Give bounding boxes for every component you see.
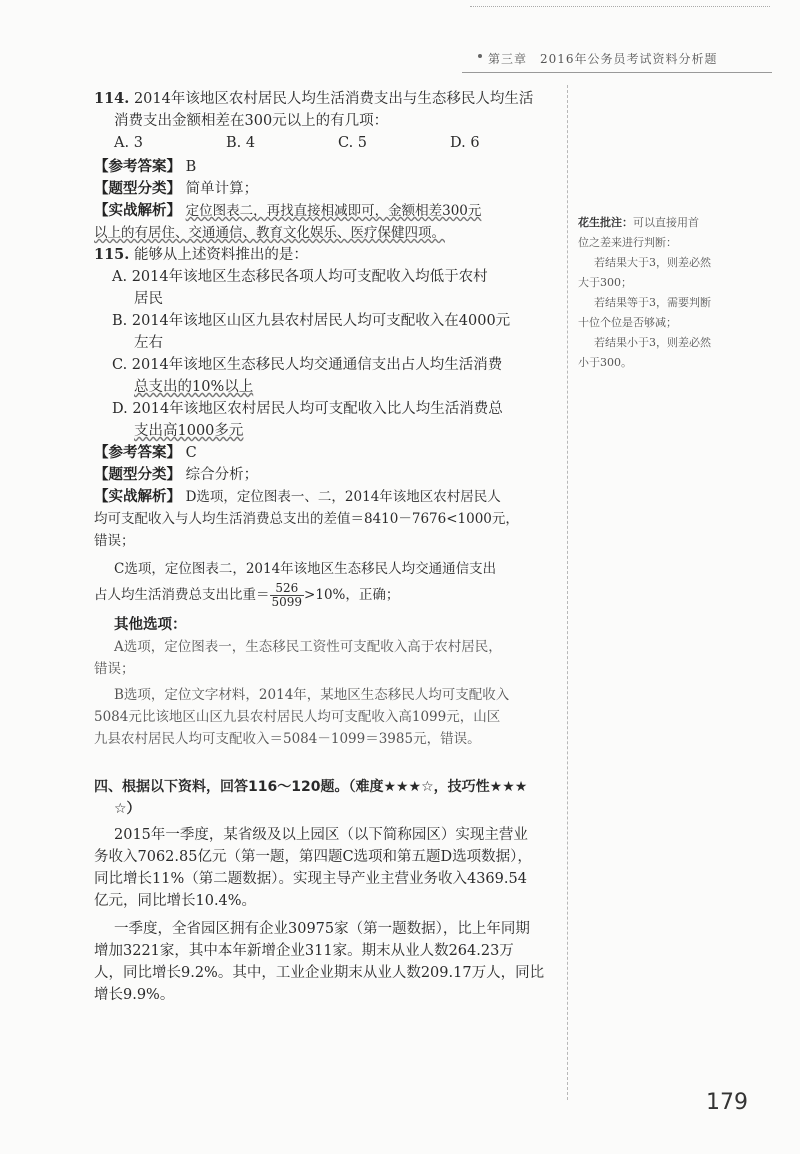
type-label: 【题型分类】	[94, 467, 181, 483]
option-a-line2: 居民	[134, 291, 163, 307]
analysis-text-line2: 以上的有居住、交通通信、教育文化娱乐、医疗保健四项。	[94, 225, 445, 241]
option-d: D. 6	[450, 135, 480, 151]
question-114-options	[94, 132, 564, 154]
option-c-line1: C. 2014年该地区生态移民人均交通通信支出占人均生活消费	[112, 357, 503, 373]
margin-divider	[567, 85, 568, 1100]
answer-value: C	[185, 445, 197, 461]
question-114-stem-line2: 消费支出金额相差在300元以上的有几项：	[114, 113, 389, 129]
section-4-title-cont: ☆）	[114, 801, 141, 817]
paragraph-1-line3: 同比增长11%（第二题数据）。实现主导产业主营业务收入4369.54	[94, 871, 527, 887]
side-note-title: 花生批注：	[578, 216, 633, 229]
bullet-icon	[478, 54, 482, 58]
paragraph-1-line2: 务收入7062.85亿元（第一题，第四题C选项和第五题D选项数据），	[94, 849, 532, 865]
type-label: 【题型分类】	[94, 181, 181, 197]
side-annotation	[578, 213, 748, 373]
paragraph-2-line2: 增加3221家，其中本年新增企业311家。期末从业人数264.23万	[94, 943, 514, 959]
side-note-line5: 若结果等于3，需要判断	[594, 296, 711, 309]
paragraph-2-line3: 人，同比增长9.2%。其中，工业企业期末从业人数209.17万人，同比	[94, 965, 545, 981]
paragraph-1-line4: 亿元，同比增长10.4%。	[94, 893, 257, 909]
analysis-label: 【实战解析】	[94, 203, 181, 219]
analysis-c-line2-post: >10%，正确；	[304, 587, 400, 603]
side-note-line2: 位之差来进行判断：	[578, 236, 677, 249]
question-114-stem-line1: 2014年该地区农村居民人均生活消费支出与生态移民人均生活	[133, 91, 534, 107]
paragraph-2-line4: 增长9.9%。	[94, 987, 175, 1003]
answer-label: 【参考答案】	[94, 445, 181, 461]
paragraph-1-line1: 2015年一季度，某省级及以上园区（以下简称园区）实现主营业	[114, 827, 528, 843]
other-b-line3: 九县农村居民人均可支配收入＝5084－1099＝3985元，错误。	[94, 731, 481, 747]
type-value: 简单计算；	[185, 181, 259, 197]
other-a-line2: 错误；	[94, 661, 135, 677]
option-d-line1: D. 2014年该地区农村居民人均可支配收入比人均生活消费总	[112, 401, 503, 417]
analysis-c-line2-pre: 占人均生活消费总支出比重＝	[94, 587, 270, 603]
answer-row	[94, 156, 564, 178]
other-options-label: 其他选项：	[114, 617, 187, 633]
side-note-line3: 若结果大于3，则差必然	[594, 256, 711, 269]
side-note-line8: 小于300。	[578, 356, 632, 369]
question-115-stem-text: 能够从上述资料推出的是：	[133, 247, 308, 263]
fraction	[270, 582, 305, 609]
answer-row	[94, 442, 564, 464]
other-a-line1: A选项，定位图表一，生态移民工资性可支配收入高于农村居民，	[114, 639, 502, 655]
type-row	[94, 464, 564, 486]
side-note-line6: 十位个位是否够减；	[578, 316, 677, 329]
type-value: 综合分析；	[185, 467, 259, 483]
section-4-title: 四、根据以下资料，回答116～120题。（难度★★★☆，技巧性★★★	[94, 779, 528, 795]
running-header-text: 第三章 2016年公务员考试资料分析题	[488, 52, 718, 66]
analysis-c-line1: C选项，定位图表二，2014年该地区生态移民人均交通通信支出	[114, 561, 497, 577]
type-row	[94, 178, 564, 200]
option-d-line2: 支出高1000多元	[134, 423, 244, 439]
other-b-line2: 5084元比该地区山区九县农村居民人均可支配收入高1099元，山区	[94, 709, 501, 725]
analysis-c-line2	[94, 580, 564, 610]
analysis-d-line2: 均可支配收入与人均生活消费总支出的差值＝8410－7676<1000元，	[94, 511, 519, 527]
option-c-line2: 总支出的10%以上	[134, 379, 254, 395]
answer-value: B	[185, 159, 197, 175]
option-b: B. 4	[226, 135, 256, 151]
question-115-number: 115.	[94, 246, 130, 263]
option-b-line2: 左右	[134, 335, 163, 351]
option-a: A. 3	[114, 135, 143, 151]
analysis-row	[94, 200, 564, 222]
option-c: C. 5	[338, 135, 368, 151]
option-b-line1: B. 2014年该地区山区九县农村居民人均可支配收入在4000元	[112, 313, 511, 329]
side-note-line4: 大于300；	[578, 276, 632, 289]
paragraph-2-line1: 一季度，全省园区拥有企业30975家（第一题数据），比上年同期	[114, 921, 530, 937]
analysis-d-line1: D选项，定位图表一、二，2014年该地区农村居民人	[185, 489, 501, 505]
top-dotted-rule	[470, 6, 770, 7]
side-note-line7: 若结果小于3，则差必然	[594, 336, 711, 349]
other-b-line1: B选项，定位文字材料，2014年，某地区生态移民人均可支配收入	[114, 687, 510, 703]
main-column	[94, 88, 564, 1006]
analysis-row	[94, 486, 564, 508]
analysis-d-line3: 错误；	[94, 533, 135, 549]
side-note-line1	[578, 213, 748, 233]
question-114-number: 114.	[94, 90, 130, 107]
side-note-text1: 可以直接用首	[633, 216, 699, 229]
fraction-numerator: 526	[270, 582, 305, 596]
running-header	[462, 46, 772, 73]
analysis-text-line1: 定位图表二，再找直接相减即可，金额相差300元	[185, 203, 482, 219]
question-115-stem	[94, 244, 564, 266]
question-114-stem	[94, 88, 564, 110]
analysis-label: 【实战解析】	[94, 489, 181, 505]
option-a-line1: A. 2014年该地区生态移民各项人均可支配收入均低于农村	[112, 269, 488, 285]
page-number: 179	[706, 1090, 748, 1115]
answer-label: 【参考答案】	[94, 159, 181, 175]
fraction-denominator: 5099	[271, 595, 303, 609]
